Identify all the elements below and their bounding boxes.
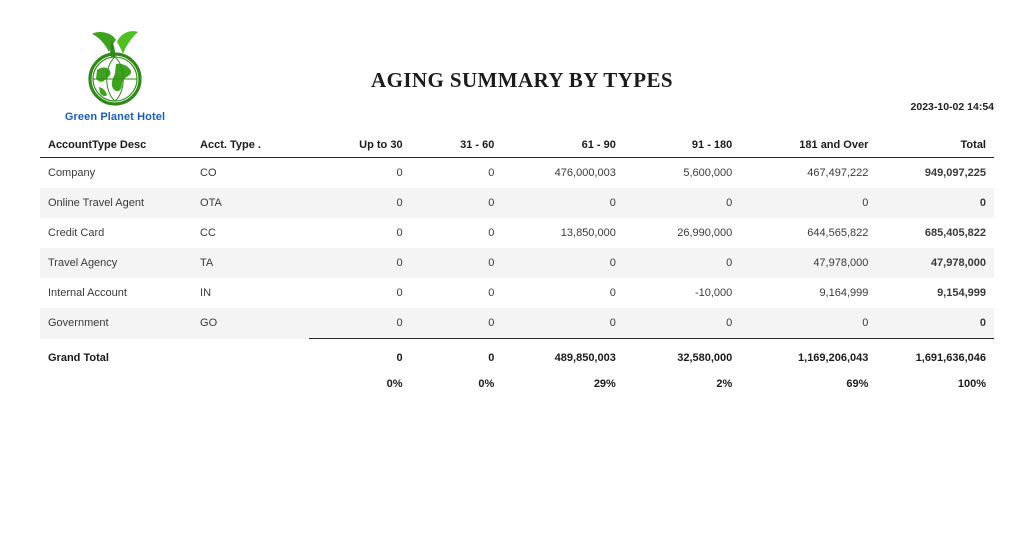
column-header-61-90: 61 - 90 bbox=[502, 136, 624, 158]
grand-total-91-180: 32,580,000 bbox=[624, 339, 740, 371]
cell-181-and-over: 467,497,222 bbox=[807, 167, 869, 179]
cell-31-60: 0 bbox=[488, 287, 495, 299]
table-row bbox=[40, 188, 994, 218]
cell-181-and-over: 0 bbox=[740, 308, 876, 339]
grand-total-row bbox=[40, 339, 994, 371]
cell-total: 0 bbox=[876, 188, 994, 218]
cell-type: OTA bbox=[192, 188, 309, 218]
percent-label bbox=[40, 370, 192, 399]
percent-91-180: 2% bbox=[716, 378, 733, 390]
cell-type: GO bbox=[192, 308, 309, 339]
cell-up-to-30: 0 bbox=[396, 287, 403, 299]
percent-31-60: 0% bbox=[478, 378, 495, 390]
cell-total: 47,978,000 bbox=[876, 248, 994, 278]
grand-total-31-60: 0 bbox=[411, 339, 503, 371]
percent-type bbox=[192, 370, 309, 399]
table-header-row bbox=[40, 136, 994, 158]
table-row bbox=[40, 248, 994, 278]
cell-total: 949,097,225 bbox=[924, 167, 986, 179]
table-header bbox=[40, 136, 994, 158]
cell-31-60: 0 bbox=[488, 167, 495, 179]
cell-type: TA bbox=[192, 248, 309, 278]
cell-61-90: 0 bbox=[502, 248, 624, 278]
page-title: AGING SUMMARY BY TYPES bbox=[371, 68, 673, 92]
cell-61-90: 13,850,000 bbox=[560, 227, 616, 239]
cell-31-60: 0 bbox=[488, 227, 495, 239]
column-header-accounttype-desc: AccountType Desc bbox=[40, 136, 192, 158]
cell-91-180: 0 bbox=[624, 188, 740, 218]
percent-row bbox=[40, 370, 994, 399]
table-body bbox=[40, 158, 994, 400]
grand-total-181-and-over: 1,169,206,043 bbox=[740, 339, 876, 371]
column-header-91-180: 91 - 180 bbox=[624, 136, 740, 158]
cell-total: 9,154,999 bbox=[937, 287, 986, 299]
grand-total-total: 1,691,636,046 bbox=[876, 339, 994, 371]
cell-type: CO bbox=[200, 167, 217, 179]
aging-summary-table bbox=[40, 136, 994, 399]
cell-91-180: 0 bbox=[624, 248, 740, 278]
cell-61-90: 476,000,003 bbox=[554, 167, 616, 179]
percent-61-90: 29% bbox=[593, 378, 616, 390]
cell-91-180: -10,000 bbox=[694, 287, 733, 299]
cell-up-to-30: 0 bbox=[309, 248, 411, 278]
column-header-31-60: 31 - 60 bbox=[411, 136, 503, 158]
column-header-total: Total bbox=[876, 136, 994, 158]
cell-31-60: 0 bbox=[411, 308, 503, 339]
cell-181-and-over: 47,978,000 bbox=[740, 248, 876, 278]
cell-91-180: 0 bbox=[624, 308, 740, 339]
cell-desc: Credit Card bbox=[48, 227, 105, 239]
cell-91-180: 26,990,000 bbox=[677, 227, 733, 239]
percent-total: 100% bbox=[957, 378, 986, 390]
cell-type: CC bbox=[200, 227, 216, 239]
table-row bbox=[40, 218, 994, 248]
grand-total-label: Grand Total bbox=[48, 351, 109, 364]
cell-181-and-over: 644,565,822 bbox=[807, 227, 869, 239]
cell-total: 685,405,822 bbox=[924, 227, 986, 239]
column-header-acct-type: Acct. Type . bbox=[192, 136, 309, 158]
cell-desc: Government bbox=[40, 308, 192, 339]
grand-total-61-90: 489,850,003 bbox=[502, 339, 624, 371]
report-timestamp: 2023-10-02 14:54 bbox=[910, 101, 994, 113]
cell-up-to-30: 0 bbox=[396, 167, 403, 179]
cell-up-to-30: 0 bbox=[396, 227, 403, 239]
cell-181-and-over: 9,164,999 bbox=[819, 287, 869, 299]
cell-desc: Online Travel Agent bbox=[40, 188, 192, 218]
cell-up-to-30: 0 bbox=[309, 308, 411, 339]
table-row bbox=[40, 308, 994, 339]
cell-181-and-over: 0 bbox=[740, 188, 876, 218]
cell-31-60: 0 bbox=[411, 188, 503, 218]
cell-31-60: 0 bbox=[411, 248, 503, 278]
grand-total-type bbox=[192, 339, 309, 371]
cell-up-to-30: 0 bbox=[309, 188, 411, 218]
column-header-181-and-over: 181 and Over bbox=[740, 136, 876, 158]
cell-61-90: 0 bbox=[502, 308, 624, 339]
cell-61-90: 0 bbox=[502, 188, 624, 218]
table-row bbox=[40, 158, 994, 189]
column-header-up-to-30: Up to 30 bbox=[309, 136, 411, 158]
cell-91-180: 5,600,000 bbox=[683, 167, 733, 179]
brand-name: Green Planet Hotel bbox=[64, 111, 166, 123]
table-row bbox=[40, 278, 994, 308]
cell-desc: Internal Account bbox=[48, 287, 127, 299]
cell-desc: Travel Agency bbox=[40, 248, 192, 278]
report-table-wrap bbox=[40, 136, 994, 399]
grand-total-up-to-30: 0 bbox=[309, 339, 411, 371]
report-header bbox=[0, 0, 1034, 123]
percent-up-to-30: 0% bbox=[386, 378, 403, 390]
percent-181-and-over: 69% bbox=[846, 378, 869, 390]
cell-desc: Company bbox=[48, 167, 96, 179]
cell-61-90: 0 bbox=[609, 287, 616, 299]
cell-type: IN bbox=[200, 287, 212, 299]
cell-total: 0 bbox=[876, 308, 994, 339]
